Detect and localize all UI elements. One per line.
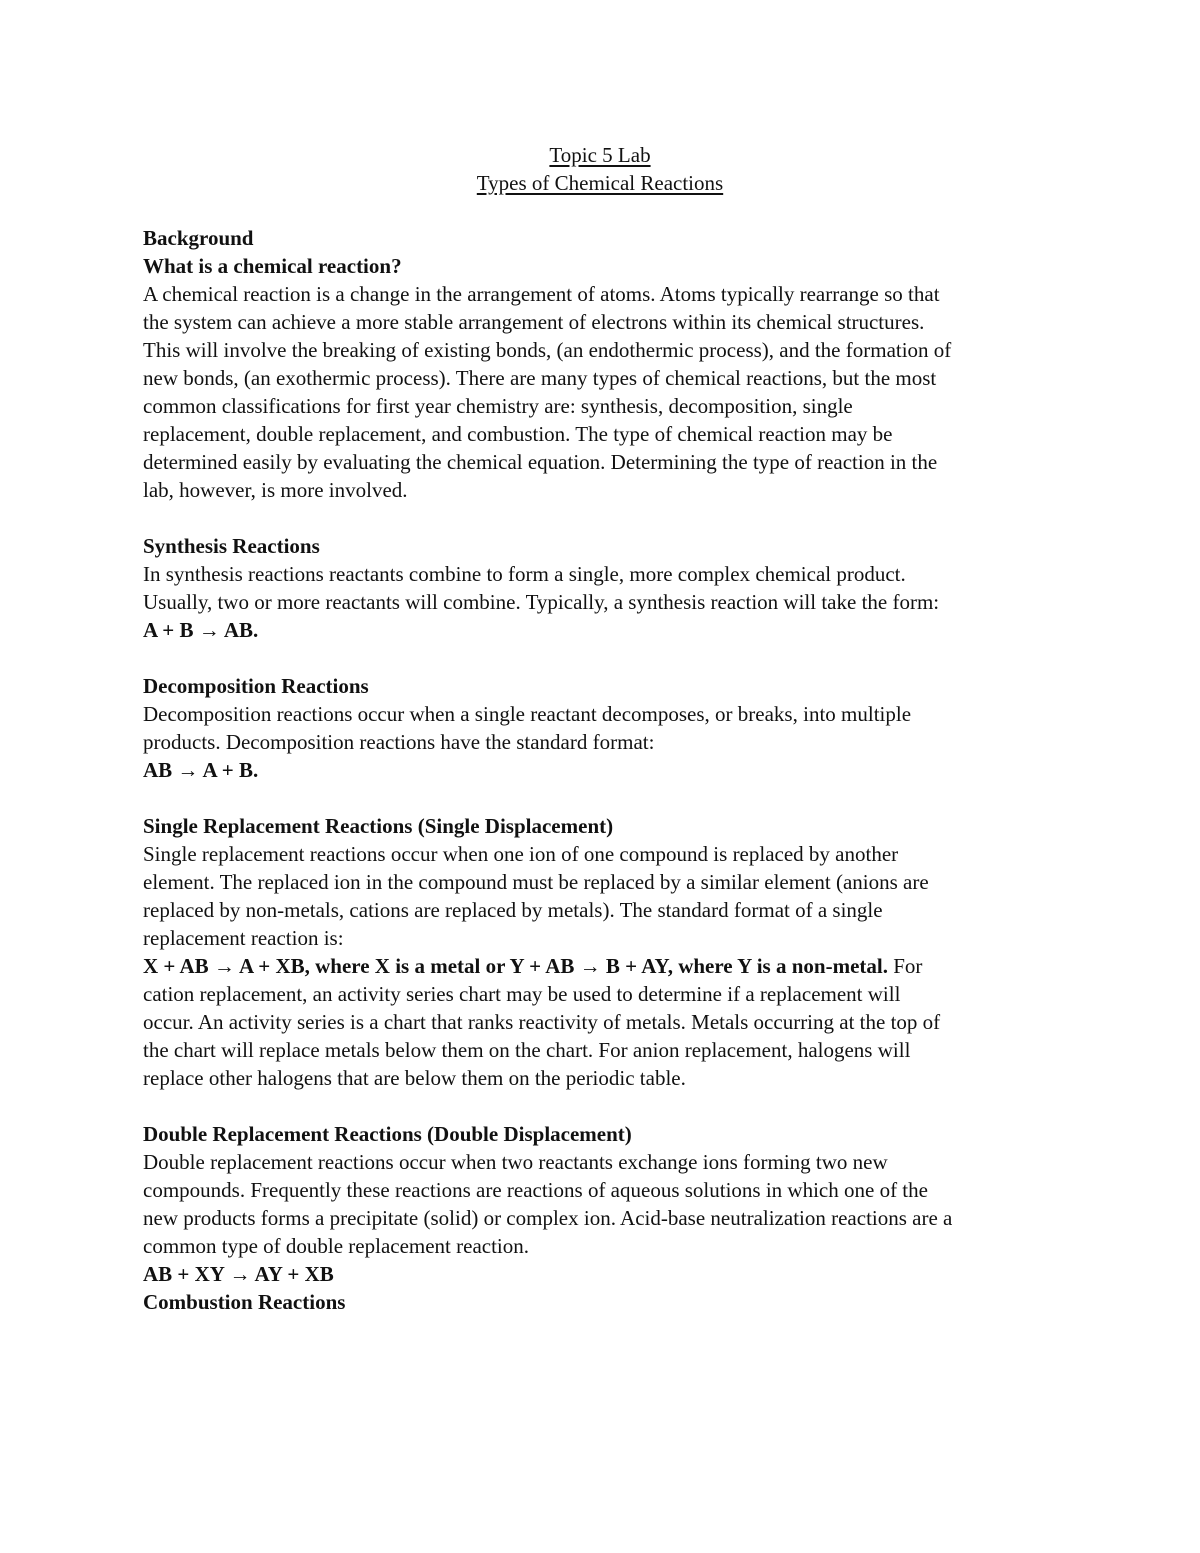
formula-synthesis: A + B → AB. (143, 618, 259, 642)
paragraph-gap (143, 504, 1063, 532)
paragraph-decomposition (143, 700, 1063, 756)
text-line: compounds. Frequently these reactions are reactions of aqueous solutions in which one of the (143, 1178, 928, 1202)
section-heading-background: Background (143, 226, 254, 250)
text-line: replacement reaction is: (143, 926, 344, 950)
text-line: new bonds, (an exothermic process). There are many types of chemical reactions, but the most (143, 366, 937, 390)
text-line: the system can achieve a more stable arrangement of electrons within its chemical structures. (143, 310, 925, 334)
text-line: In synthesis reactions reactants combine to form a single, more complex chemical product. (143, 562, 906, 586)
text-line: lab, however, is more involved. (143, 478, 408, 502)
text-line: products. Decomposition reactions have the standard format: (143, 730, 655, 754)
section-heading-double-replacement: Double Replacement Reactions (Double Displacement) (143, 1122, 632, 1146)
text-line: occur. An activity series is a chart that ranks reactivity of metals. Metals occurring at the top of (143, 1010, 941, 1034)
paragraph-gap (143, 784, 1063, 812)
section-heading-synthesis: Synthesis Reactions (143, 534, 320, 558)
subheading-what-is-reaction: What is a chemical reaction? (143, 254, 402, 278)
text-line: Decomposition reactions occur when a single reactant decomposes, or breaks, into multiple (143, 702, 912, 726)
text-line: Single replacement reactions occur when one ion of one compound is replaced by another (143, 842, 899, 866)
section-heading-single-replacement: Single Replacement Reactions (Single Displacement) (143, 814, 614, 838)
paragraph-gap (143, 644, 1063, 672)
text-line: This will involve the breaking of existing bonds, (an endothermic process), and the formation of (143, 338, 952, 362)
document-title: Topic 5 Lab (549, 143, 651, 167)
text-line: cation replacement, an activity series chart may be used to determine if a replacement will (143, 982, 901, 1006)
formula-single-replacement: X + AB → A + XB, where X is a metal or Y + AB → B + AY, where Y is a non-metal. (143, 954, 888, 978)
text-line: common classifications for first year chemistry are: synthesis, decomposition, single (143, 394, 853, 418)
section-heading-decomposition: Decomposition Reactions (143, 674, 369, 698)
text-line: replaced by non-metals, cations are replaced by metals). The standard format of a single (143, 898, 883, 922)
text-fragment: For (887, 954, 923, 978)
document-body (143, 224, 1063, 1316)
text-line: the chart will replace metals below them on the chart. For anion replacement, halogens will (143, 1038, 911, 1062)
text-line: element. The replaced ion in the compound must be replaced by a similar element (anions are (143, 870, 929, 894)
paragraph-synthesis (143, 560, 1063, 616)
paragraph-gap (143, 1092, 1063, 1120)
text-line: replacement, double replacement, and combustion. The type of chemical reaction may be (143, 422, 893, 446)
section-heading-combustion: Combustion Reactions (143, 1290, 346, 1314)
document-subtitle: Types of Chemical Reactions (476, 171, 724, 195)
text-line: Usually, two or more reactants will combine. Typically, a synthesis reaction will take the form: (143, 590, 940, 614)
formula-decomposition: AB → A + B. (143, 758, 259, 782)
paragraph-background (143, 280, 1063, 504)
title-block (0, 141, 1200, 197)
text-line: common type of double replacement reaction. (143, 1234, 530, 1258)
text-line: new products forms a precipitate (solid) or complex ion. Acid-base neutralization reactions are a (143, 1206, 953, 1230)
paragraph-single-replacement (143, 840, 1063, 1092)
text-line: Double replacement reactions occur when two reactants exchange ions forming two new (143, 1150, 888, 1174)
paragraph-double-replacement (143, 1148, 1063, 1260)
text-line: A chemical reaction is a change in the arrangement of atoms. Atoms typically rearrange so that (143, 282, 940, 306)
formula-double-replacement: AB + XY → AY + XB (143, 1262, 334, 1286)
text-line: determined easily by evaluating the chemical equation. Determining the type of reaction in the (143, 450, 938, 474)
text-line: replace other halogens that are below them on the periodic table. (143, 1066, 686, 1090)
formula-line-single-replacement (143, 952, 1063, 980)
